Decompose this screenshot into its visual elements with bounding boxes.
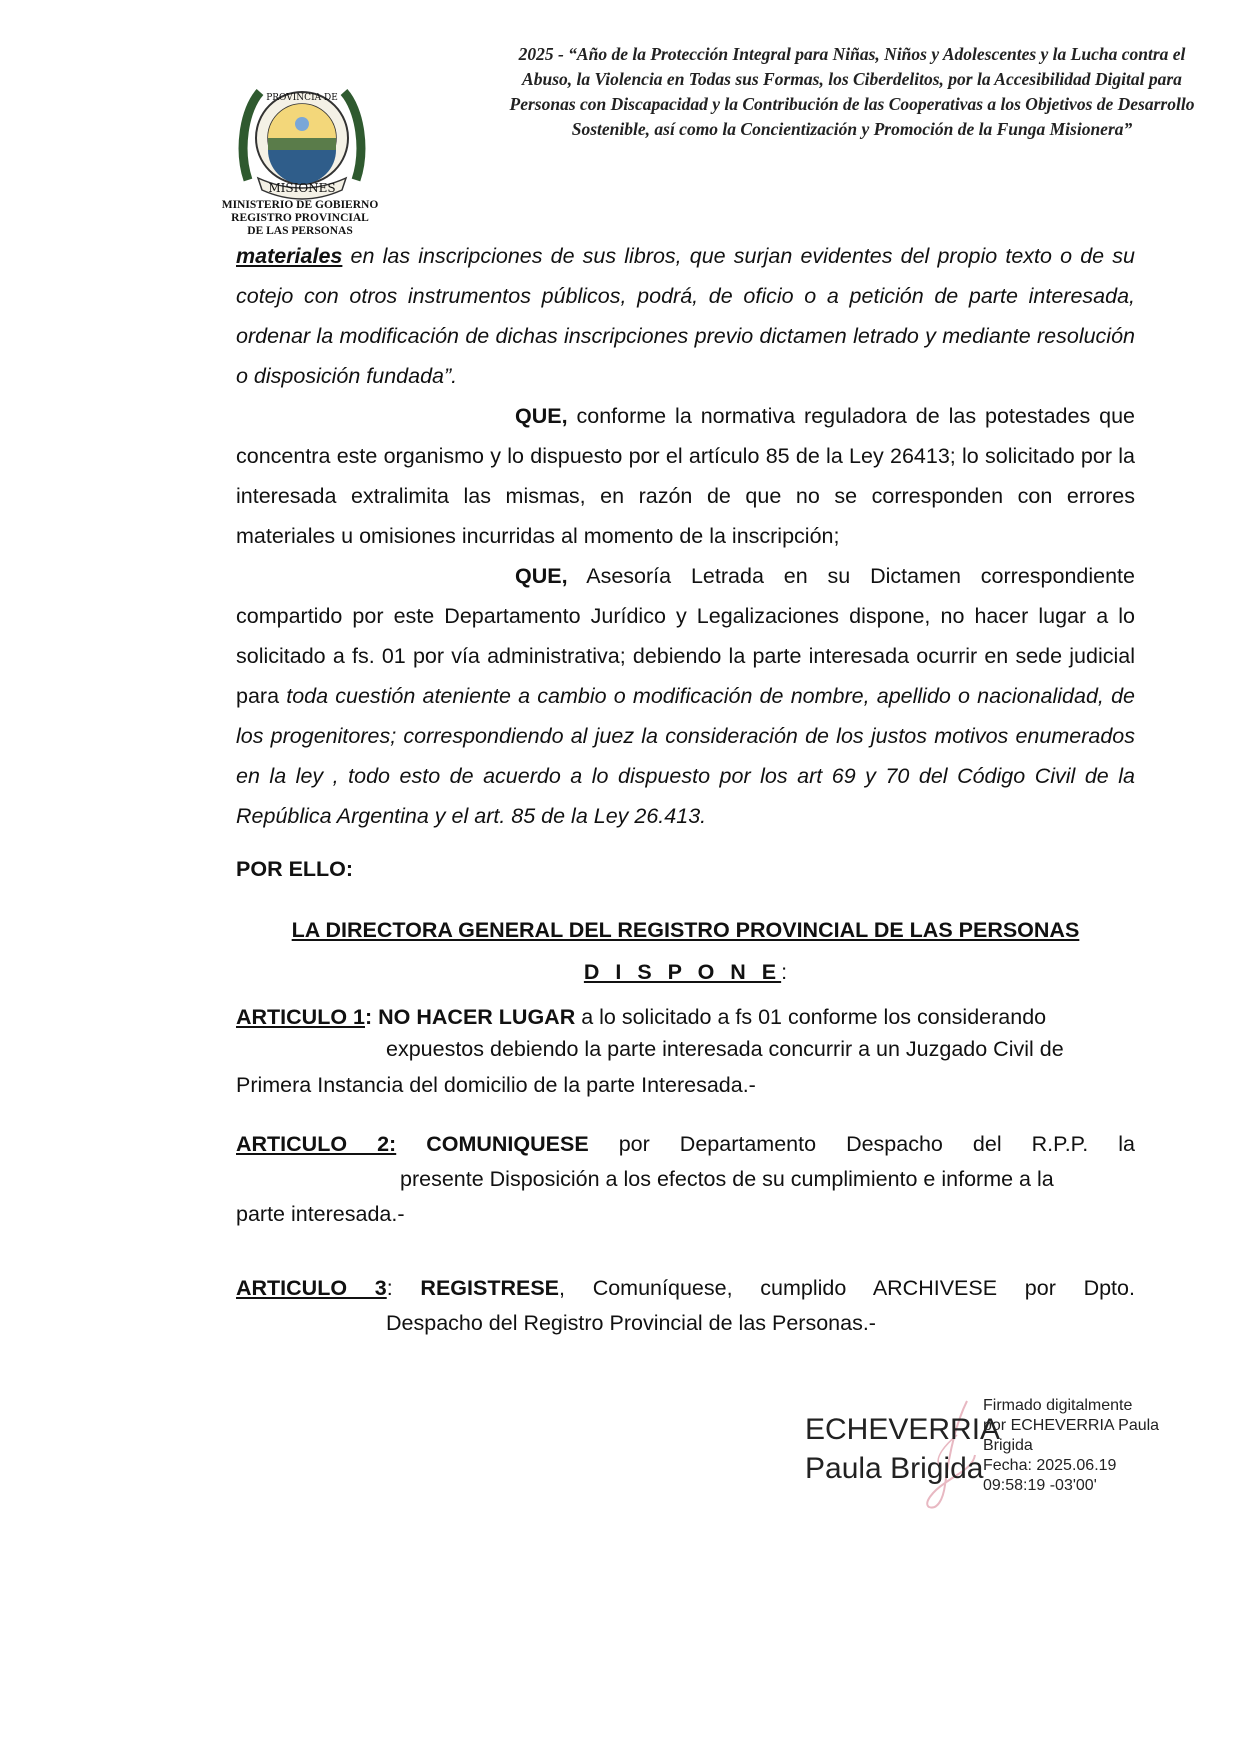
paragraph-materiales — [236, 236, 1135, 396]
article-2-word-3: Despacho — [846, 1132, 943, 1156]
signer-name — [805, 1410, 1000, 1488]
seal-bottom-text: MISIONES — [268, 181, 336, 195]
dispone-colon: : — [781, 960, 788, 984]
article-3-bold: REGISTRESE — [420, 1276, 560, 1300]
signer-name-line-1: ECHEVERRIA — [805, 1413, 1001, 1446]
paragraph-que-1 — [236, 396, 1135, 556]
signature-detail-2: por ECHEVERRIA Paula — [983, 1417, 1160, 1434]
paragraph-que-2 — [236, 556, 1135, 836]
article-2-word-1: por — [618, 1132, 650, 1156]
article-1-line-3: Primera Instancia del domicilio de la parte Interesada.- — [236, 1073, 756, 1097]
article-2-line-2: presente Disposición a los efectos de su cumplimiento e informe a la — [400, 1167, 1054, 1191]
article-3-head — [236, 1276, 393, 1300]
signature-details — [983, 1396, 1159, 1496]
article-2-line-3: parte interesada.- — [236, 1202, 405, 1226]
article-1-bold: NO HACER LUGAR — [372, 1005, 576, 1029]
article-1-label: ARTICULO 1 — [236, 1005, 365, 1029]
signature-detail-3: Brigida — [983, 1437, 1033, 1454]
article-2-word-4: del — [972, 1132, 1002, 1156]
header-motto: 2025 - “Año de la Protección Integral para Niñas, Niños y Adolescentes y la Lucha contra el Abuso, la Violencia en Todas sus Formas, los Ciberdelitos, por la Accesibilidad Digital para Personas con Discapacidad y la Contribución de las Cooperativas a los Objetivos de Desarrollo Sostenible, así como la Concientización y Promoción de la Funga Misionera” — [509, 44, 1195, 139]
article-1-line-2: expuestos debiendo la parte interesada concurrir a un Juzgado Civil de — [386, 1037, 1064, 1061]
ministry-line-1: MINISTERIO DE GOBIERNO — [221, 199, 379, 211]
article-2-line-1 — [236, 1132, 1135, 1157]
document-body — [236, 236, 1135, 836]
paragraph-3-text: Asesoría Letrada en su Dictamen correspondiente compartido por este Departamento Jurídico y Legalizaciones dispone, no hacer lugar a lo solicitado a fs. 01 por vía administrativa; debiendo la parte interesada ocurrir en sede judicial para — [236, 564, 1135, 708]
dispone-heading — [236, 960, 1135, 985]
signer-name-line-2: Paula Brigida — [805, 1452, 984, 1485]
article-3-word-6: Dpto. — [1083, 1276, 1135, 1300]
article-3-bold-group — [420, 1276, 565, 1300]
article-2-bold: COMUNIQUESE — [426, 1132, 589, 1156]
article-2-word-5: R.P.P. — [1031, 1132, 1089, 1156]
ministry-label — [200, 199, 400, 238]
paragraph-2-text: conforme la normativa reguladora de las potestades que concentra este organismo y lo dispuesto por el artículo 85 de la Ley 26413; lo solicitado por la interesada extralimita las mismas, en razón de que no se corresponden con errores materiales u omisiones incurridas al momento de la inscripción; — [236, 404, 1135, 548]
paragraph-1-text: en las inscripciones de sus libros, que surjan evidentes del propio texto o de su cotejo con otros instrumentos públicos, podrá, de oficio o a petición de parte interesada, ordenar la modificación de dichas inscripciones previo dictamen letrado y mediante resolución o disposición fundada”. — [236, 244, 1135, 388]
article-3-label: ARTICULO 3 — [236, 1276, 387, 1300]
que-lead-2: QUE, — [515, 564, 568, 588]
article-2-word-2: Departamento — [679, 1132, 817, 1156]
article-3-word-3: cumplido — [760, 1276, 847, 1300]
article-3-word-2: Comuníquese, — [592, 1276, 733, 1300]
directora-heading: LA DIRECTORA GENERAL DEL REGISTRO PROVINCIAL DE LAS PERSONAS — [291, 918, 1080, 942]
signature-detail-1: Firmado digitalmente — [983, 1397, 1133, 1414]
article-3-line-1 — [236, 1276, 1135, 1301]
signature-detail-5: 09:58:19 -03'00' — [983, 1477, 1097, 1494]
dispone-label: D I S P O N E — [583, 960, 782, 984]
paragraph-3-italic: toda cuestión ateniente a cambio o modificación de nombre, apellido o nacionalidad, de los progenitores; correspondiendo al juez la consideración de los justos motivos enumerados en la ley , todo esto de acuerdo a lo dispuesto por los art 69 y 70 del Código Civil de la República Argentina y el art. 85 de la Ley 26.413. — [236, 684, 1135, 828]
article-1-colon: : — [365, 1005, 373, 1029]
que-lead-1: QUE, — [515, 404, 568, 428]
por-ello-heading: POR ELLO: — [236, 857, 354, 881]
article-2-word-6: la — [1118, 1132, 1135, 1156]
ministry-line-3: DE LAS PERSONAS — [247, 225, 353, 237]
article-3-line-2: Despacho del Registro Provincial de las Personas.- — [386, 1311, 876, 1335]
article-3-word-5: por — [1024, 1276, 1056, 1300]
article-2-label: ARTICULO 2: — [236, 1132, 397, 1156]
article-3-word-1: , — [559, 1276, 565, 1300]
article-3-colon: : — [386, 1276, 393, 1300]
article-1-line-1 — [236, 1005, 1046, 1030]
article-3-word-4: ARCHIVESE — [872, 1276, 998, 1300]
signature-detail-4: Fecha: 2025.06.19 — [983, 1457, 1117, 1474]
ministry-line-2: REGISTRO PROVINCIAL — [231, 212, 369, 224]
materiales-word: materiales — [236, 244, 343, 268]
article-1-text-1: a lo solicitado a fs 01 conforme los considerando — [575, 1005, 1047, 1029]
seal-top-text: PROVINCIA DE — [266, 93, 338, 103]
province-seal-icon — [238, 80, 366, 202]
